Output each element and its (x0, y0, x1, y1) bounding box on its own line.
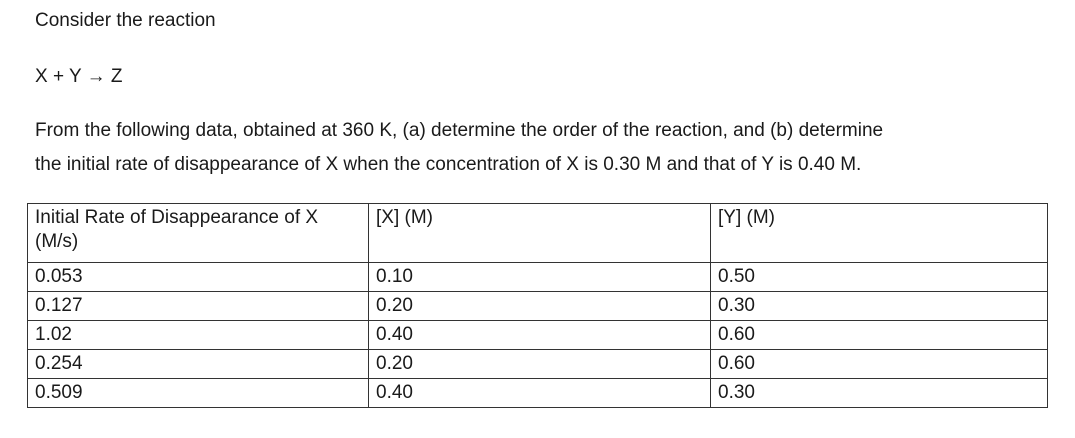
y-cell: 0.60 (711, 350, 1048, 379)
table-row (28, 263, 1048, 292)
y-cell: 0.60 (711, 321, 1048, 350)
question-line-1: From the following data, obtained at 360 K, (a) determine the order of the reaction, and (b) determine (35, 120, 884, 141)
rate-cell: 0.127 (28, 292, 369, 321)
y-cell: 0.50 (711, 263, 1048, 292)
y-cell: 0.30 (711, 292, 1048, 321)
x-cell: 0.20 (369, 350, 711, 379)
table-row (28, 350, 1048, 379)
rate-data-table (27, 203, 1048, 408)
x-cell: 0.40 (369, 321, 711, 350)
table-row (28, 379, 1048, 408)
y-cell: 0.30 (711, 379, 1048, 408)
rate-cell: 0.254 (28, 350, 369, 379)
table-row (28, 292, 1048, 321)
rate-cell: 1.02 (28, 321, 369, 350)
header-x-concentration: [X] (M) (369, 204, 711, 263)
table-header-row (28, 204, 1048, 263)
x-cell: 0.40 (369, 379, 711, 408)
x-cell: 0.10 (369, 263, 711, 292)
header-initial-rate: Initial Rate of Disappearance of X (M/s) (28, 204, 369, 263)
question-line-2: the initial rate of disappearance of X when the concentration of X is 0.30 M and that of Y is 0.40 M. (35, 154, 862, 175)
table-row (28, 321, 1048, 350)
rate-cell: 0.509 (28, 379, 369, 408)
x-cell: 0.20 (369, 292, 711, 321)
reaction-equation: X + Y → Z (35, 66, 123, 87)
rate-cell: 0.053 (28, 263, 369, 292)
intro-text: Consider the reaction (35, 10, 216, 31)
header-y-concentration: [Y] (M) (711, 204, 1048, 263)
